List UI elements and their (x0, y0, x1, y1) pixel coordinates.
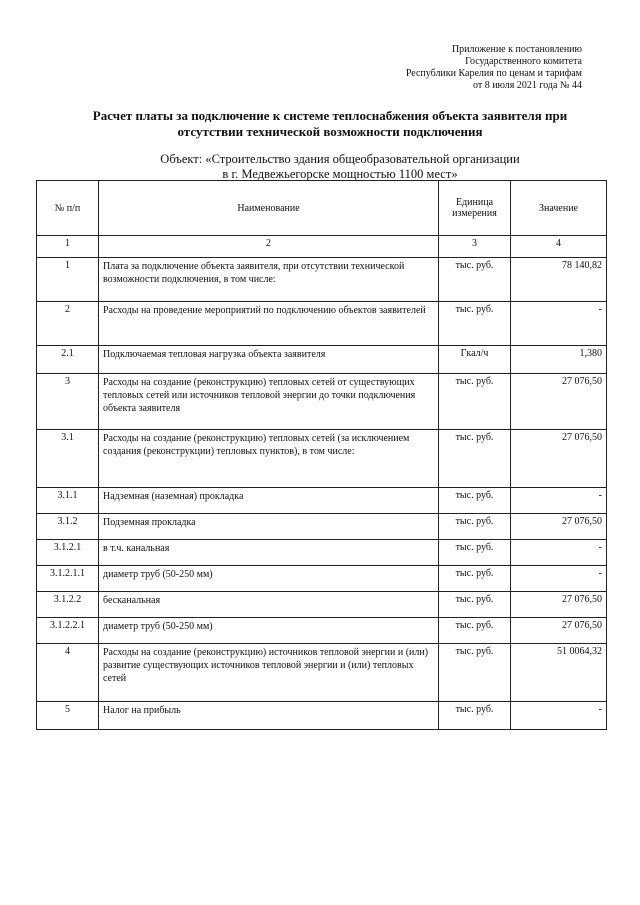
row-name: Расходы на проведение мероприятий по подключению объектов заявителей (99, 302, 439, 346)
row-num: 5 (37, 702, 99, 730)
row-unit: тыс. руб. (439, 618, 511, 644)
table-header-row (37, 181, 607, 236)
table-row (37, 514, 607, 540)
row-num: 3.1.2.2.1 (37, 618, 99, 644)
row-name: Расходы на создание (реконструкцию) источников тепловой энергии и (или) развитие существующих источников тепловой энергии и (или) тепловых сетей (99, 644, 439, 702)
row-num: 3.1.2.2 (37, 592, 99, 618)
row-num: 3 (37, 374, 99, 430)
index-cell: 4 (511, 236, 607, 258)
table-row (37, 258, 607, 302)
row-value: - (511, 488, 607, 514)
row-num: 3.1.1 (37, 488, 99, 514)
index-cell: 1 (37, 236, 99, 258)
row-value: 27 076,50 (511, 374, 607, 430)
header-value: Значение (511, 181, 607, 236)
table-row (37, 566, 607, 592)
row-value: 27 076,50 (511, 430, 607, 488)
row-value: - (511, 540, 607, 566)
table-index-row (37, 236, 607, 258)
row-value: 78 140,82 (511, 258, 607, 302)
row-name: Подземная прокладка (99, 514, 439, 540)
row-num: 3.1.2 (37, 514, 99, 540)
row-name: Расходы на создание (реконструкцию) тепловых сетей (за исключением создания (реконструкции) тепловых пунктов), в том числе: (99, 430, 439, 488)
title-line: Расчет платы за подключение к системе теплоснабжения объекта заявителя при (92, 108, 568, 123)
table-row (37, 430, 607, 488)
row-value: 27 076,50 (511, 514, 607, 540)
row-unit: тыс. руб. (439, 702, 511, 730)
title-line: отсутствии технической возможности подключения (177, 124, 483, 139)
appendix-note-line: Республики Карелия по ценам и тарифам (405, 68, 582, 79)
row-unit: тыс. руб. (439, 566, 511, 592)
appendix-note-line: от 8 июля 2021 года № 44 (472, 80, 582, 91)
header-name: Наименование (99, 181, 439, 236)
row-num: 2 (37, 302, 99, 346)
row-value: - (511, 566, 607, 592)
header-unit: Единица измерения (439, 181, 511, 236)
table-row (37, 592, 607, 618)
row-num: 3.1.2.1.1 (37, 566, 99, 592)
row-value: 51 0064,32 (511, 644, 607, 702)
row-unit: тыс. руб. (439, 514, 511, 540)
row-num: 2.1 (37, 346, 99, 374)
table-row (37, 702, 607, 730)
object-line: в г. Медвежьегорске мощностью 1100 мест» (222, 167, 458, 181)
row-unit: тыс. руб. (439, 592, 511, 618)
object-line: Объект: «Строительство здания общеобразовательной организации (160, 152, 520, 166)
table-row (37, 618, 607, 644)
row-num: 4 (37, 644, 99, 702)
row-num: 3.1 (37, 430, 99, 488)
row-num: 1 (37, 258, 99, 302)
row-name: диаметр труб (50-250 мм) (99, 566, 439, 592)
row-unit: тыс. руб. (439, 374, 511, 430)
row-unit: тыс. руб. (439, 430, 511, 488)
row-value: - (511, 702, 607, 730)
row-unit: тыс. руб. (439, 302, 511, 346)
row-unit: Гкал/ч (439, 346, 511, 374)
row-value: 27 076,50 (511, 618, 607, 644)
object-description (120, 152, 560, 182)
appendix-note-line: Государственного комитета (465, 56, 582, 67)
row-name: Расходы на создание (реконструкцию) тепловых сетей от существующих тепловых сетей или источников тепловой энергии до точки подключения объекта заявителя (99, 374, 439, 430)
row-value: 27 076,50 (511, 592, 607, 618)
row-value: 1,380 (511, 346, 607, 374)
row-name: диаметр труб (50-250 мм) (99, 618, 439, 644)
document-title (70, 108, 590, 140)
row-name: в т.ч. канальная (99, 540, 439, 566)
row-name: Подключаемая тепловая нагрузка объекта заявителя (99, 346, 439, 374)
index-cell: 2 (99, 236, 439, 258)
table-row (37, 346, 607, 374)
appendix-note-line: Приложение к постановлению (451, 44, 582, 55)
calculation-table (36, 180, 607, 730)
table-row (37, 302, 607, 346)
header-num: № п/п (37, 181, 99, 236)
row-value: - (511, 302, 607, 346)
row-name: Надземная (наземная) прокладка (99, 488, 439, 514)
row-num: 3.1.2.1 (37, 540, 99, 566)
appendix-note (406, 44, 582, 92)
table-row (37, 540, 607, 566)
row-unit: тыс. руб. (439, 258, 511, 302)
row-unit: тыс. руб. (439, 540, 511, 566)
index-cell: 3 (439, 236, 511, 258)
row-name: бесканальная (99, 592, 439, 618)
table-row (37, 644, 607, 702)
row-name: Налог на прибыль (99, 702, 439, 730)
table-row (37, 374, 607, 430)
row-unit: тыс. руб. (439, 644, 511, 702)
row-name: Плата за подключение объекта заявителя, при отсутствии технической возможности подключения, в том числе: (99, 258, 439, 302)
table-row (37, 488, 607, 514)
row-unit: тыс. руб. (439, 488, 511, 514)
